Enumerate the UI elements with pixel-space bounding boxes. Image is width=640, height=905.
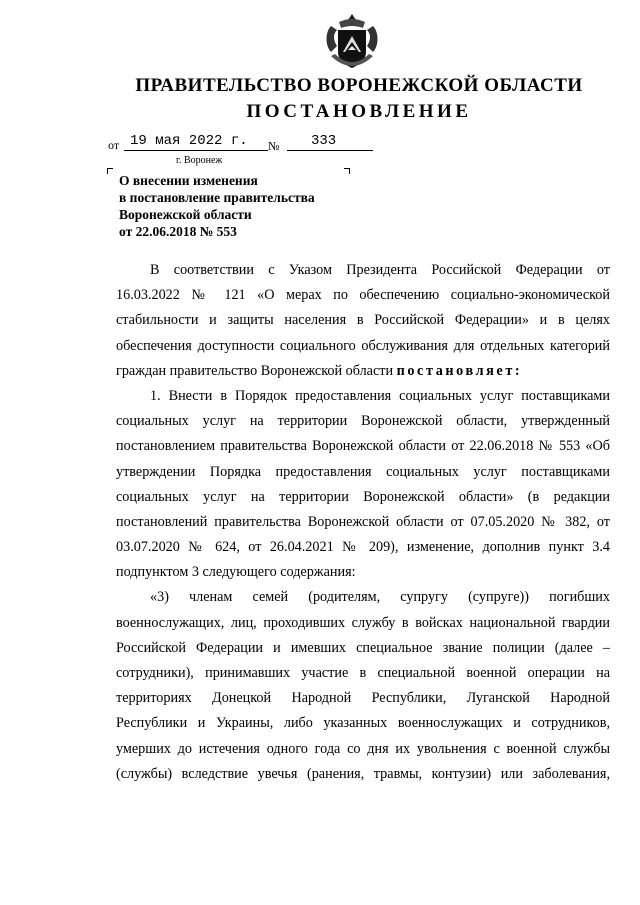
subject-line: Воронежской области bbox=[119, 207, 252, 222]
body-line: подпунктом 3 следующего содержания: bbox=[116, 564, 356, 581]
document-subject bbox=[119, 172, 359, 240]
body-line: 16.03.2022 № 121 «О мерах по обеспечению социально-экономической bbox=[116, 287, 610, 304]
document-date: 19 мая 2022 г. bbox=[124, 133, 268, 151]
body-line: стабильности и защиты населения в Российской Федерации» и в целях bbox=[116, 312, 610, 329]
document-type: ПОСТАНОВЛЕНИЕ bbox=[246, 101, 472, 122]
body-line: обеспечения доступности социального обслуживания для отдельных категорий bbox=[116, 337, 610, 354]
body-line: 03.07.2020 № 624, от 26.04.2021 № 209), изменение, дополнив пункт 3.4 bbox=[116, 539, 610, 556]
city-label: г. Воронеж bbox=[176, 155, 223, 166]
body-line: военнослужащих, лиц, проходивших службу в войсках национальной гвардии bbox=[116, 614, 610, 631]
number-sign: № bbox=[268, 139, 280, 153]
body-line: Республики и Украины, либо указанных военнослужащих и сотрудников, bbox=[116, 715, 610, 732]
document-body bbox=[116, 258, 610, 787]
decree-word: постановляет: bbox=[396, 362, 523, 379]
date-prefix: от bbox=[108, 138, 120, 152]
body-line: социальных услуг на территории Воронежской области, утвержденный bbox=[116, 413, 610, 430]
document-number: 333 bbox=[287, 133, 373, 151]
body-line: территориях Донецкой Народной Республики, Луганской Народной bbox=[116, 690, 610, 707]
body-line: постановлением правительства Воронежской области от 22.06.2018 № 553 «Об bbox=[116, 438, 610, 455]
body-line: (службы) вследствие увечья (ранения, травмы, контузии) или заболевания, bbox=[116, 765, 610, 782]
body-line: утверждении Порядка предоставления социальных услуг поставщиками bbox=[116, 463, 610, 480]
subject-line: О внесении изменения bbox=[119, 173, 258, 188]
subject-corner-left bbox=[107, 168, 113, 174]
decree-text: граждан правительство Воронежской области bbox=[116, 362, 394, 379]
body-line: Российской Федерации и имевших специальное звание полиции (далее – bbox=[116, 639, 610, 656]
subject-line: от 22.06.2018 № 553 bbox=[119, 224, 237, 239]
body-line: В соответствии с Указом Президента Российской Федерации от bbox=[150, 262, 610, 278]
body-line: «3) членам семей (родителям, супругу (супруге)) погибших bbox=[150, 589, 610, 606]
body-line: сотрудники), принимавших участие в специальной военной операции на bbox=[116, 665, 610, 681]
body-line: 1. Внести в Порядок предоставления социальных услуг поставщиками bbox=[150, 387, 610, 404]
organization-name: ПРАВИТЕЛЬСТВО ВОРОНЕЖСКОЙ ОБЛАСТИ bbox=[135, 75, 583, 96]
body-line: социальных услуг на территории Воронежской области» (в редакции bbox=[116, 488, 610, 505]
body-line-decree bbox=[116, 359, 610, 384]
body-line: постановлений правительства Воронежской области от 07.05.2020 № 382, от bbox=[116, 513, 610, 530]
coat-of-arms-icon bbox=[323, 12, 381, 74]
subject-line: в постановление правительства bbox=[119, 190, 315, 205]
body-line: умерших до истечения одного года со дня их увольнения с военной службы bbox=[116, 740, 610, 757]
